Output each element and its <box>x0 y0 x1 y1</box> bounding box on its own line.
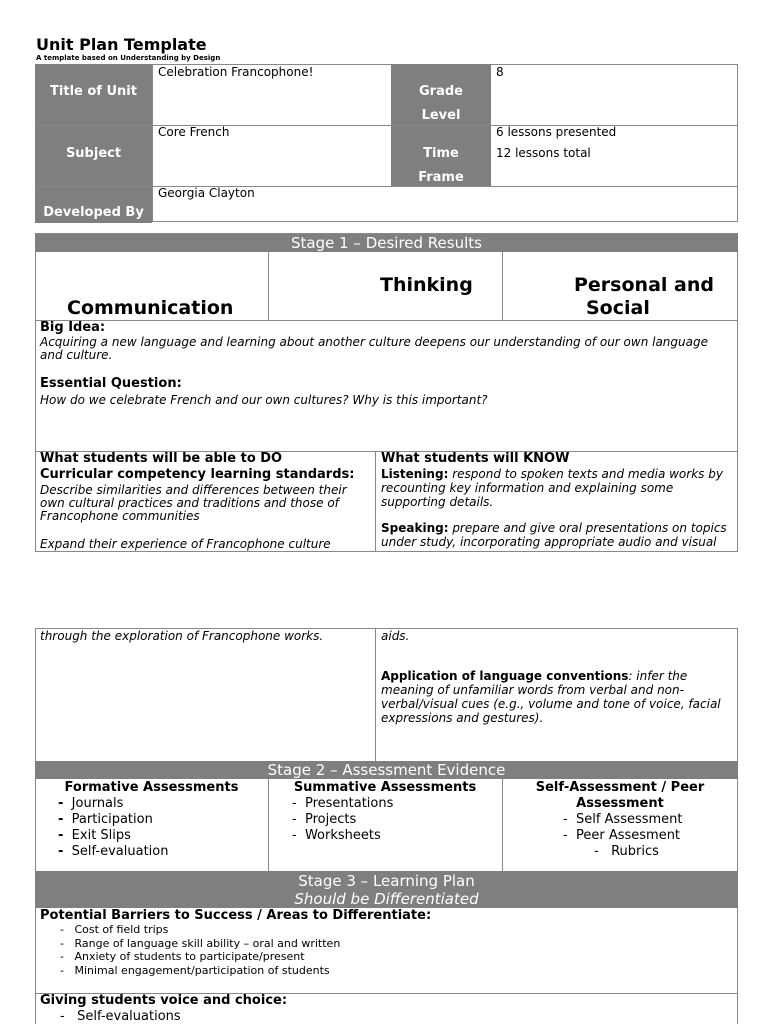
developed-label-cell <box>35 186 152 223</box>
list-item: - Presentations <box>292 796 394 811</box>
app-conventions-block <box>381 669 731 725</box>
title-label: Title of Unit <box>50 84 137 99</box>
page-title: Unit Plan Template <box>36 35 207 54</box>
summative-label: Summative Assessments <box>293 780 477 795</box>
listening-label: Listening: <box>381 467 449 481</box>
listening-block <box>381 467 731 509</box>
voice-item-1: - Self-evaluations <box>60 1009 181 1024</box>
col-communication: Communication <box>67 297 234 319</box>
list-item: - Journals <box>58 796 124 811</box>
do-text-2: Expand their experience of Francophone culture <box>40 537 331 551</box>
grade-label-2: Level <box>421 108 461 123</box>
do-label-2: Curricular competency learning standards: <box>40 467 355 482</box>
title-value: Celebration Francophone! <box>158 65 314 79</box>
big-idea-text: Acquiring a new language and learning about another culture deepens our understanding of our own language and culture. <box>40 335 708 362</box>
voice-label: Giving students voice and choice: <box>40 993 288 1008</box>
list-item: - Participation <box>58 812 153 827</box>
list-item: - Worksheets <box>292 828 381 843</box>
speaking-label: Speaking: <box>381 521 449 535</box>
developed-value: Georgia Clayton <box>158 186 255 200</box>
subject-value: Core French <box>158 125 230 139</box>
do-continuation: through the exploration of Francophone works. <box>40 629 324 643</box>
barriers-list <box>60 923 340 977</box>
stage3-header: Stage 3 – Learning Plan <box>298 872 475 890</box>
summative-list <box>292 796 393 844</box>
self-item-3: - Rubrics <box>594 844 659 859</box>
developed-label: Developed By <box>43 205 144 220</box>
subject-label: Subject <box>65 146 122 161</box>
app-label: Application of language conventions <box>381 669 629 683</box>
time-value-1: 6 lessons presented <box>496 125 617 139</box>
formative-list <box>58 796 168 860</box>
list-item: - Self-evaluation <box>58 844 169 859</box>
app-text: : infer the meaning of unfamiliar words from verbal and non-verbal/visual cues (e.g., volume and tone of voice, facial expressions and gestures). <box>381 669 721 725</box>
eq-text: How do we celebrate French and our own cultures? Why is this important? <box>40 393 488 407</box>
list-item: - Range of language skill ability – oral and written <box>60 936 341 950</box>
col-personal-social-2: Social <box>586 297 650 319</box>
list-item: - Cost of field trips <box>60 923 169 936</box>
col-personal-social-1: Personal and <box>574 274 714 296</box>
time-value-2: 12 lessons total <box>496 146 591 160</box>
time-label-1: Time <box>423 146 459 161</box>
stage3-header-block <box>35 871 738 908</box>
self-assessment-label-2: Assessment <box>576 796 664 811</box>
list-item: - Anxiety of students to participate/present <box>60 950 305 963</box>
list-item: - Minimal engagement/participation of students <box>60 963 330 977</box>
stage2-header: Stage 2 – Assessment Evidence <box>35 761 738 779</box>
list-item: - Exit Slips <box>58 828 131 843</box>
speaking-text: prepare and give oral presentations on topics under study, incorporating appropriate audio and visual <box>381 521 727 549</box>
list-item: - Projects <box>292 812 357 827</box>
speaking-block <box>381 521 731 549</box>
title-label-cell <box>35 64 152 125</box>
listening-text: respond to spoken texts and media works by recounting key information and explaining some supporting details. <box>381 467 723 509</box>
col-thinking: Thinking <box>380 274 473 296</box>
do-text-1: Describe similarities and differences between their own cultural practices and traditions and those of Francophone communities <box>40 483 347 523</box>
page-subtitle: A template based on Understanding by Design <box>36 54 221 62</box>
subject-label-cell <box>35 125 152 187</box>
formative-label: Formative Assessments <box>64 780 239 795</box>
stage1-header: Stage 1 – Desired Results <box>35 234 738 252</box>
speaking-continuation: aids. <box>381 629 410 643</box>
grade-label-1: Grade <box>419 84 463 99</box>
self-item-1: - Self Assessment <box>563 812 683 827</box>
eq-label: Essential Question: <box>40 376 182 391</box>
time-label-cell <box>391 125 491 187</box>
time-label-2: Frame <box>418 170 464 185</box>
barriers-label: Potential Barriers to Success / Areas to Differentiate: <box>40 908 432 923</box>
grade-value: 8 <box>496 65 504 79</box>
self-assessment-label-1: Self-Assessment / Peer <box>535 780 705 795</box>
grade-label-cell <box>391 64 491 125</box>
know-label: What students will KNOW <box>381 451 570 466</box>
big-idea-label: Big Idea: <box>40 320 106 335</box>
stage3-subheader: Should be Differentiated <box>294 890 479 908</box>
do-label-1: What students will be able to DO <box>40 451 283 466</box>
self-item-2: - Peer Assesment <box>563 828 681 843</box>
